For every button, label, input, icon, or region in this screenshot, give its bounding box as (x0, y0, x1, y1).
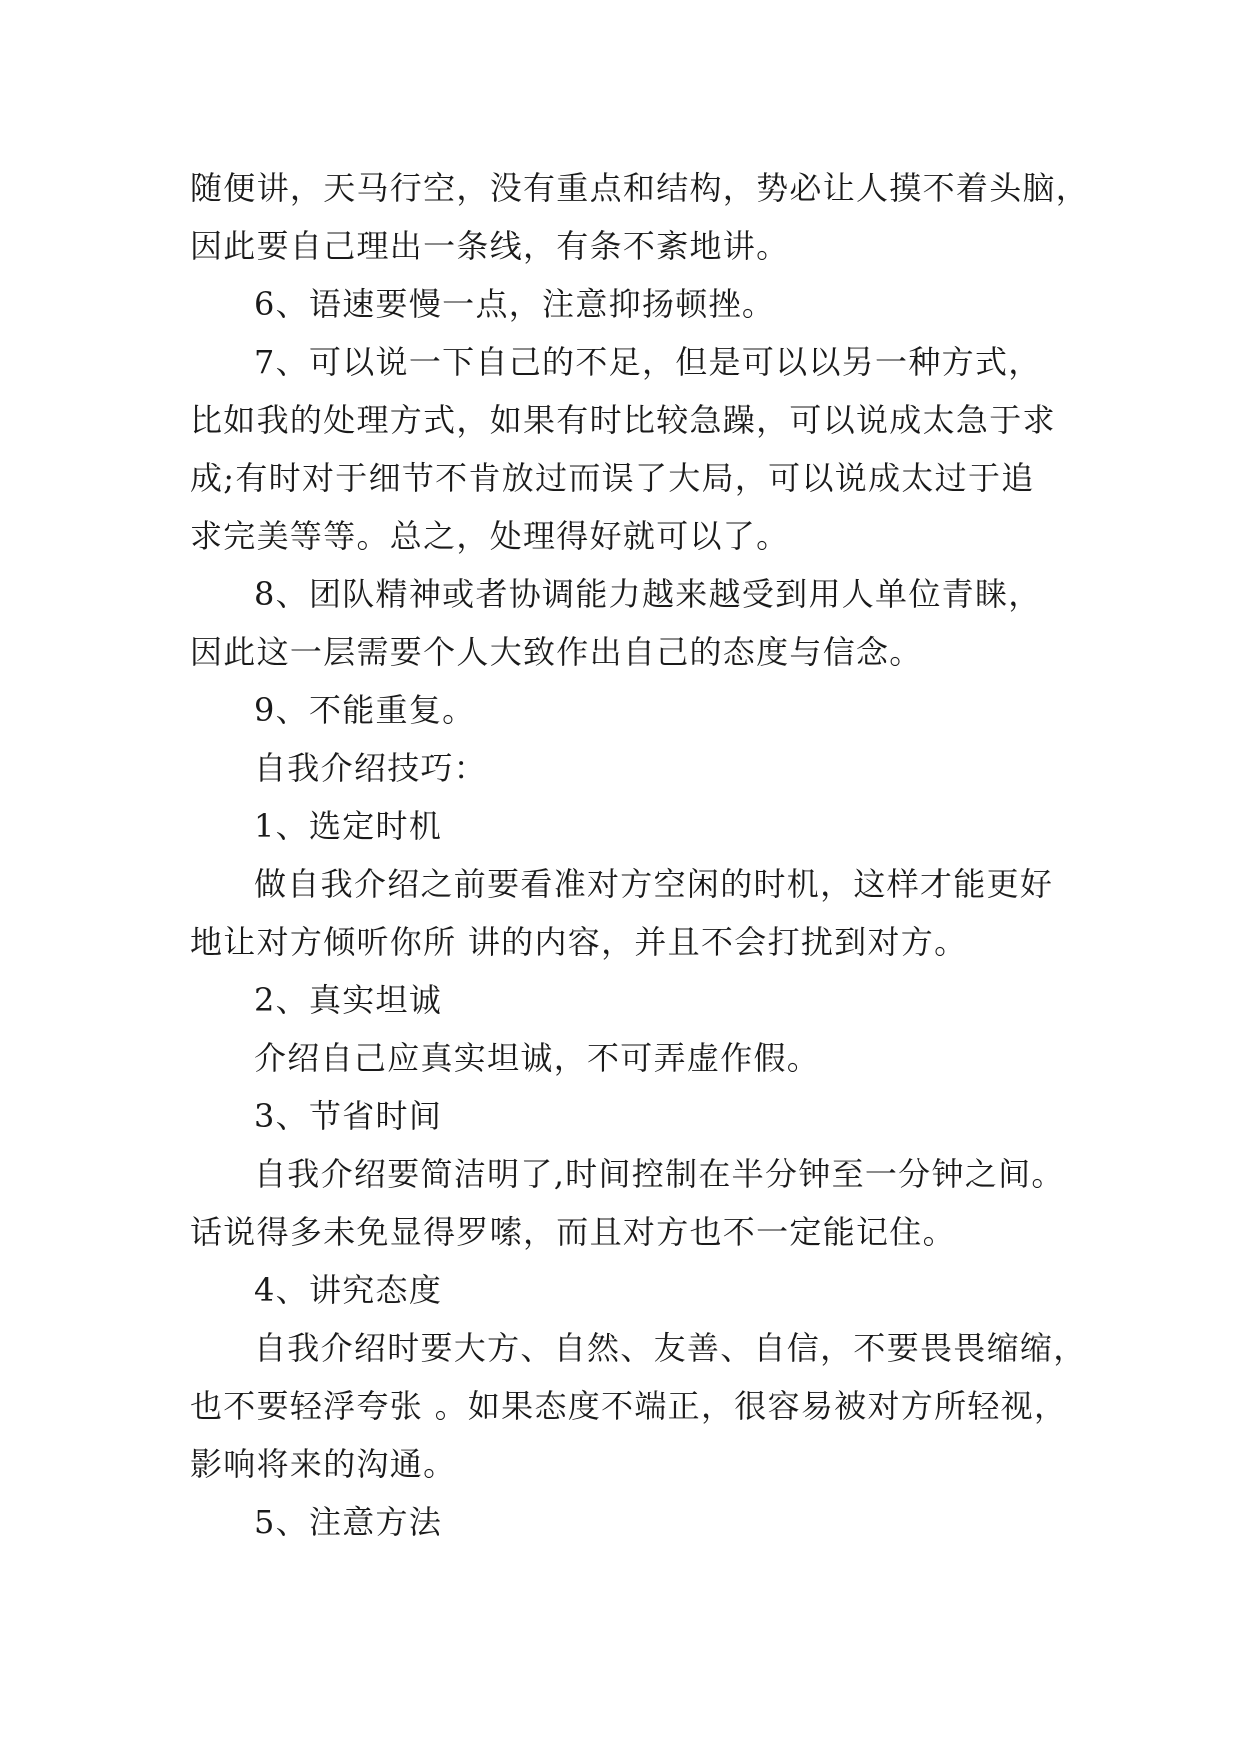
tip-heading-2: 2、真实坦诚 (254, 981, 443, 1019)
list-item-6: 6、语速要慢一点，注意抑扬顿挫。 (254, 285, 776, 323)
list-item-8: 8、团队精神或者协调能力越来越受到用人单位青睐， (254, 575, 1042, 613)
list-item-7: 7、可以说一下自己的不足，但是可以以另一种方式， (254, 343, 1042, 381)
tip-heading-4: 4、讲究态度 (254, 1271, 443, 1309)
text-line: 成;有时对于细节不肯放过而误了大局，可以说成太过于追 (190, 459, 1035, 497)
text-line: 因此这一层需要个人大致作出自己的态度与信念。 (190, 633, 923, 671)
tip-body-line: 地让对方倾听你所 讲的内容，并且不会打扰到对方。 (190, 923, 968, 961)
text-line: 随便讲，天马行空，没有重点和结构，势必让人摸不着头脑， (190, 169, 1090, 207)
tip-body-line: 话说得多未免显得罗嗦，而且对方也不一定能记住。 (190, 1213, 956, 1251)
tip-heading-5: 5、注意方法 (254, 1503, 443, 1541)
tip-heading-3: 3、节省时间 (254, 1097, 443, 1135)
tip-body-line: 介绍自己应真实坦诚，不可弄虚作假。 (254, 1039, 821, 1077)
tip-body-line: 自我介绍时要大方、自然、友善、自信，不要畏畏缩缩， (254, 1329, 1087, 1367)
text-line: 求完美等等。总之，处理得好就可以了。 (190, 517, 790, 555)
tip-heading-1: 1、选定时机 (254, 807, 443, 845)
text-line: 因此要自己理出一条线，有条不紊地讲。 (190, 227, 790, 265)
list-item-9: 9、不能重复。 (254, 691, 476, 729)
section-heading: 自我介绍技巧： (254, 749, 488, 787)
tip-body-line: 影响将来的沟通。 (190, 1445, 457, 1483)
tip-body-line: 做自我介绍之前要看准对方空闲的时机，这样才能更好 (254, 865, 1054, 903)
tip-body-line: 也不要轻浮夸张 。如果态度不端正，很容易被对方所轻视， (190, 1387, 1068, 1425)
tip-body-line: 自我介绍要简洁明了,时间控制在半分钟至一分钟之间。 (254, 1155, 1065, 1193)
text-line: 比如我的处理方式，如果有时比较急躁，可以说成太急于求 (190, 401, 1056, 439)
